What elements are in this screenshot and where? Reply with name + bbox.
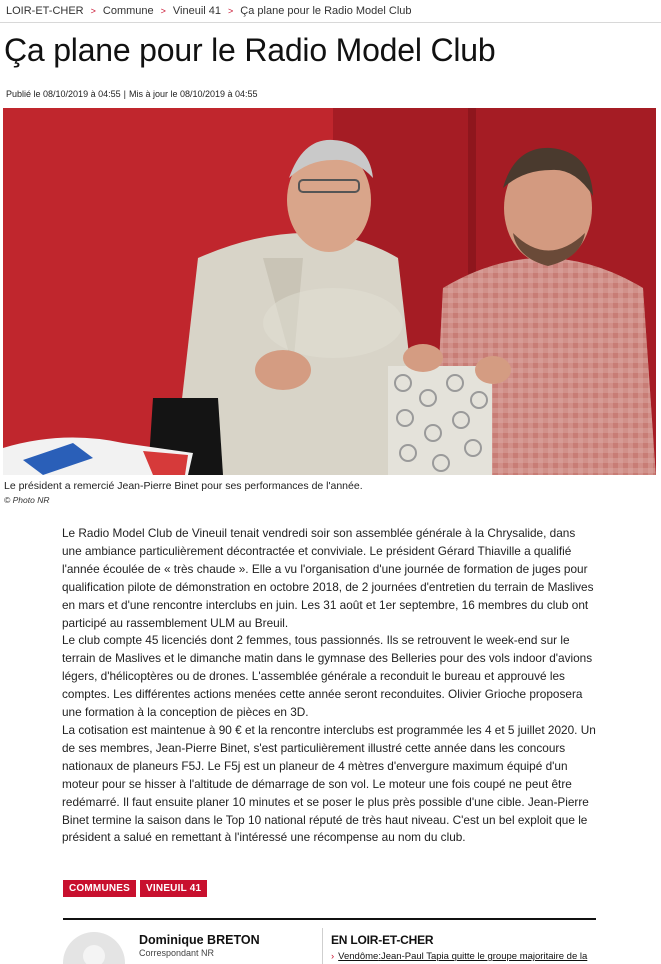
breadcrumb-chevron-icon: > — [228, 6, 234, 16]
article-paragraph: Le club compte 45 licenciés dont 2 femmes, tous passionnés. Ils se retrouvent le week-end sur le terrain de Maslives et le dimanche matin dans le gymnase des Belleries pour des vols indoor d'avions légers, d'hélicoptères ou de drones. L'assemblée générale a reconduit le bureau et approuvé les comptes. Les différentes actions menées cette année seront reconduites. Olivier Grioche proposera une formation à la conception de pièces en 3D. — [62, 633, 593, 720]
breadcrumb — [6, 4, 412, 18]
tag-communes[interactable]: COMMUNES — [63, 880, 136, 897]
tag-vineuil[interactable]: VINEUIL 41 — [140, 880, 207, 897]
related-link[interactable]: Vendôme:Jean-Paul Tapia quitte le groupe majoritaire de la — [338, 951, 588, 962]
article-paragraph: La cotisation est maintenue à 90 € et la rencontre interclubs est programmée les 4 et 5 juillet 2020. Un de ses membres, Jean-Pierre Binet, s'est particulièrement illustré cette année dans les concours nationaux de planeurs F5J. Le F5j est un planeur de 4 mètres d'envergure maximum équipé d'un moteur pour se hisser à l'altitude de démarrage de son vol. Le moteur une fois coupé ne peut être redémarré. Il faut ensuite planer 10 minutes et se poser le plus près possible d'une cible. Jean-Pierre Binet termine la saison dans le Top 10 national réputé de très haut niveau. C'est un bel exploit que le président a salué en remettant à l'intéressé une récompense au nom du club. — [62, 722, 596, 845]
chevron-right-icon: › — [331, 951, 335, 962]
photo-caption: Le président a remercié Jean-Pierre Binet pour ses performances de l'année. — [4, 480, 363, 492]
related-place: Vendôme — [338, 951, 379, 962]
breadcrumb-chevron-icon: > — [160, 6, 166, 16]
section-divider — [63, 918, 596, 920]
column-divider — [322, 928, 323, 964]
updated-date: Mis à jour le 08/10/2019 à 04:55 — [128, 89, 258, 99]
tag-list — [63, 880, 207, 897]
article-paragraph: Le Radio Model Club de Vineuil tenait vendredi soir son assemblée générale à la Chrysalide, dans une ambiance particulièrement décontractée et conviviale. Le président Gérard Thiaville a qualifié l'année écoulée de « très chaude ». Elle a vu l'organisation d'une journée de formation de juges pour qualification pilote de démonstration en octobre 2018, de 2 journées d'entretien du terrain de Maslives en mars et d'une rencontre interclubs en juin. Les 31 août et 1er septembre, 16 membres du club ont participé au rassemblement ULM au Breuil. — [62, 526, 594, 630]
breadcrumb-region[interactable]: LOIR-ET-CHER — [6, 5, 84, 17]
author-role: Correspondant NR — [139, 948, 215, 958]
photo-illustration — [3, 108, 656, 475]
date-divider: | — [123, 89, 126, 99]
published-date: Publié le 08/10/2019 à 04:55 — [6, 89, 121, 99]
publication-info — [6, 89, 258, 99]
page-title: Ça plane pour le Radio Model Club — [4, 32, 496, 68]
article-body — [62, 525, 596, 847]
breadcrumb-chevron-icon: > — [90, 6, 96, 16]
author-name[interactable]: Dominique BRETON — [139, 933, 260, 947]
top-divider — [0, 22, 661, 23]
user-silhouette-icon — [63, 932, 125, 964]
avatar — [63, 932, 125, 964]
breadcrumb-current: Ça plane pour le Radio Model Club — [240, 5, 412, 17]
related-section-title: EN LOIR-ET-CHER — [331, 933, 434, 947]
related-item[interactable] — [331, 951, 587, 962]
article-photo[interactable] — [3, 108, 656, 475]
breadcrumb-town[interactable]: Vineuil 41 — [172, 5, 222, 17]
related-text: Jean-Paul Tapia quitte le groupe majoritaire de la — [380, 951, 588, 962]
breadcrumb-commune[interactable]: Commune — [102, 5, 154, 17]
photo-credit: © Photo NR — [4, 495, 50, 505]
